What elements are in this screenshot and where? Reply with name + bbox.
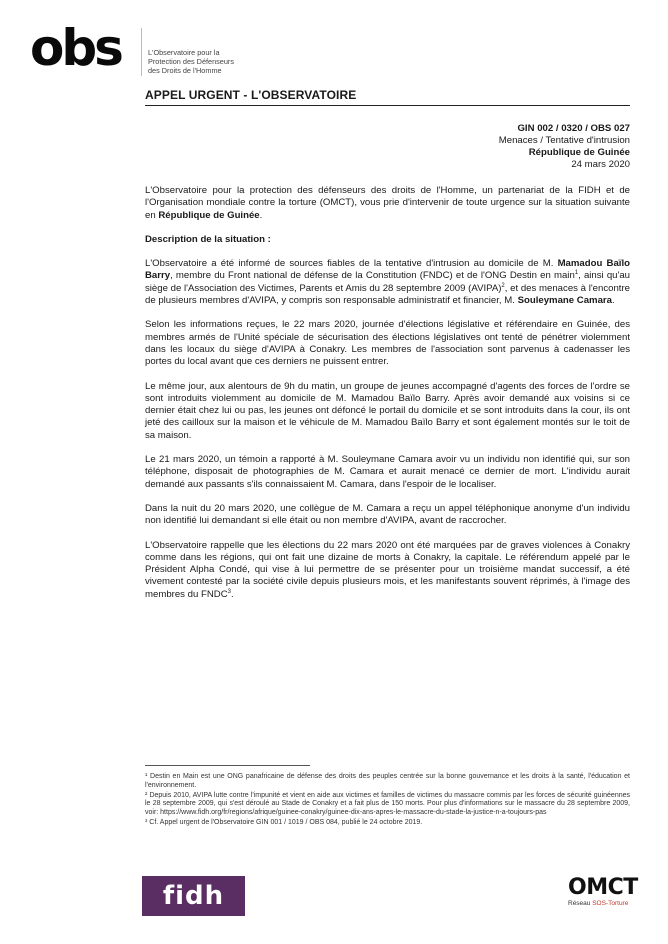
p1-text-d: , et des menaces à l'encontre de plusieurs membres d'AVIPA, y compris son responsable administratif et financier, M. (145, 282, 630, 307)
fidh-logo: fidh (142, 876, 245, 916)
paragraph-3: Le même jour, aux alentours de 9h du matin, un groupe de jeunes accompagné d'agents des forces de l'ordre se sont introduits violemment au domicile de M. Mamadou Baïlo Barry. Après avoir demandé aux voisins si ce dernier était chez lui ou pas, les jeunes ont défoncé le portail du domicile et se sont introduits dans la cour, ils ont jeté des cailloux sur la maison et le véhicule de M. Mamadou Baïlo Barry et sont également montés sur le toit de sa maison. (145, 380, 630, 441)
reference-date: 24 mars 2020 (571, 159, 630, 170)
omct-subtitle (568, 900, 636, 908)
footnote-ref-3[interactable]: 3 (227, 588, 231, 595)
footnote-ref-2[interactable]: 2 (501, 282, 505, 289)
p1-name-camara: Souleymane Camara (517, 295, 612, 307)
footnote-1: ¹ Destin en Main est une ONG panafricaine de défense des droits des peuples centrée sur la bonne gouvernance et les droits à la santé, l'éducation et l'environnement. (145, 773, 630, 789)
org-name-line-1: L'Observatoire pour la (148, 48, 220, 57)
section-title: Description de la situation : (145, 233, 271, 245)
footnote-ref-1[interactable]: 1 (574, 270, 579, 277)
footnote-rule (145, 765, 310, 766)
org-name (148, 48, 234, 75)
paragraph-1 (145, 258, 630, 307)
org-name-line-3: des Droits de l'Homme (148, 66, 222, 75)
paragraph-5: Dans la nuit du 20 mars 2020, une collègue de M. Camara a reçu un appel téléphonique anonyme d'un individu non identifié lui demandant si elle était ou non membre d'AVIPA, avant de raccrocher. (145, 502, 630, 527)
footnotes (145, 773, 630, 829)
intro-text: L'Observatoire pour la protection des défenseurs des droits de l'Homme, un partenariat de la FIDH et de l'Organisation mondiale contre la torture (OMCT), vous prie d'intervenir de toute urgence sur la situation suivante en (145, 185, 630, 221)
p1-text-a: L'Observatoire a été informé de sources fiables de la tentative d'intrusion au domicile de M. (145, 258, 558, 270)
reference-block (499, 123, 630, 171)
omct-sub-a: Réseau (568, 900, 593, 907)
p1-text-c: , ainsi qu'au siège de l'Association des Victimes, Parents et Amis du 28 septembre 2009 (AVIPA) (145, 270, 630, 294)
paragraph-4: Le 21 mars 2020, un témoin a rapporté à M. Souleymane Camara avoir vu un individu non identifié qui, sur son téléphone, disposait de photographies de M. Camara et aurait menacé ce dernier de mort. L'individu aurait demandé aux passants s'ils connaissaient M. Camara, dans l'espoir de le localiser. (145, 454, 630, 490)
paragraph-6 (145, 540, 630, 601)
footnote-2: ² Depuis 2010, AVIPA lutte contre l'impunité et vient en aide aux victimes et familles de victimes du massacre commis par les forces de sécurité guinéennes le 28 septembre 2009, qui s'est déroulé au Stade de Conakry et a fait plus de 150 morts. Pour plus d'informations sur le massacre du 28 septembre 2009, voir: https://www.fidh.org/fr/regions/afrique/guinee-conakry/guinee-dix-ans-apres-le-massacre-du-stade-la-justice-n-a-toujours-pas (145, 791, 630, 817)
reference-subject: Menaces / Tentative d'intrusion (498, 135, 630, 146)
intro-paragraph (145, 185, 630, 222)
omct-sub-b: SOS-Torture (592, 900, 629, 907)
p6-text: L'Observatoire rappelle que les élections du 22 mars 2020 ont été marquées par de graves violences à Conakry comme dans les régions, qui ont fait une dizaine de morts à Conakry, la capitale. Le référendum appelé par le Président Alpha Condé, qui vise à lui permettre de se présenter pour un troisième mandat successif, a été vivement contesté par la société civile depuis plusieurs mois, et les manifestants souvent réprimés, à l'image des membres du FNDC (145, 539, 630, 600)
p6-end: . (230, 588, 234, 600)
intro-end: . (259, 209, 263, 221)
logo-divider (141, 28, 142, 76)
reference-code: GIN 002 / 0320 / OBS 027 (517, 123, 630, 134)
paragraph-2: Selon les informations reçues, le 22 mars 2020, journée d'élections législative et référendaire en Guinée, des membres armés de l'Unité spéciale de sécurisation des élections législatives ont tenté de pénétrer violemment dans les locaux du siège d'AVIPA à Conakry. Les membres de l'association sont parvenus à cadenasser les portes du local avant que ces derniers ne puissent entrer. (145, 319, 630, 368)
p1-text-e: . (611, 295, 615, 307)
p1-name-barry: Mamadou Baïlo Barry (145, 258, 630, 282)
reference-country: République de Guinée (528, 147, 630, 158)
org-name-line-2: Protection des Défenseurs (148, 57, 234, 66)
omct-name: OMCT (568, 875, 638, 900)
intro-country: République de Guinée (158, 209, 260, 221)
document-title: APPEL URGENT - L'OBSERVATOIRE (145, 88, 630, 106)
document-body (145, 185, 630, 613)
omct-logo (568, 876, 636, 908)
obs-logo: obs (30, 19, 121, 77)
footnote-3: ³ Cf. Appel urgent de l'Observatoire GIN 001 / 1019 / OBS 084, publié le 24 octobre 2019. (145, 818, 423, 826)
p1-text-b: , membre du Front national de défense de la Constitution (FNDC) et de l'ONG Destin en main (170, 270, 575, 282)
